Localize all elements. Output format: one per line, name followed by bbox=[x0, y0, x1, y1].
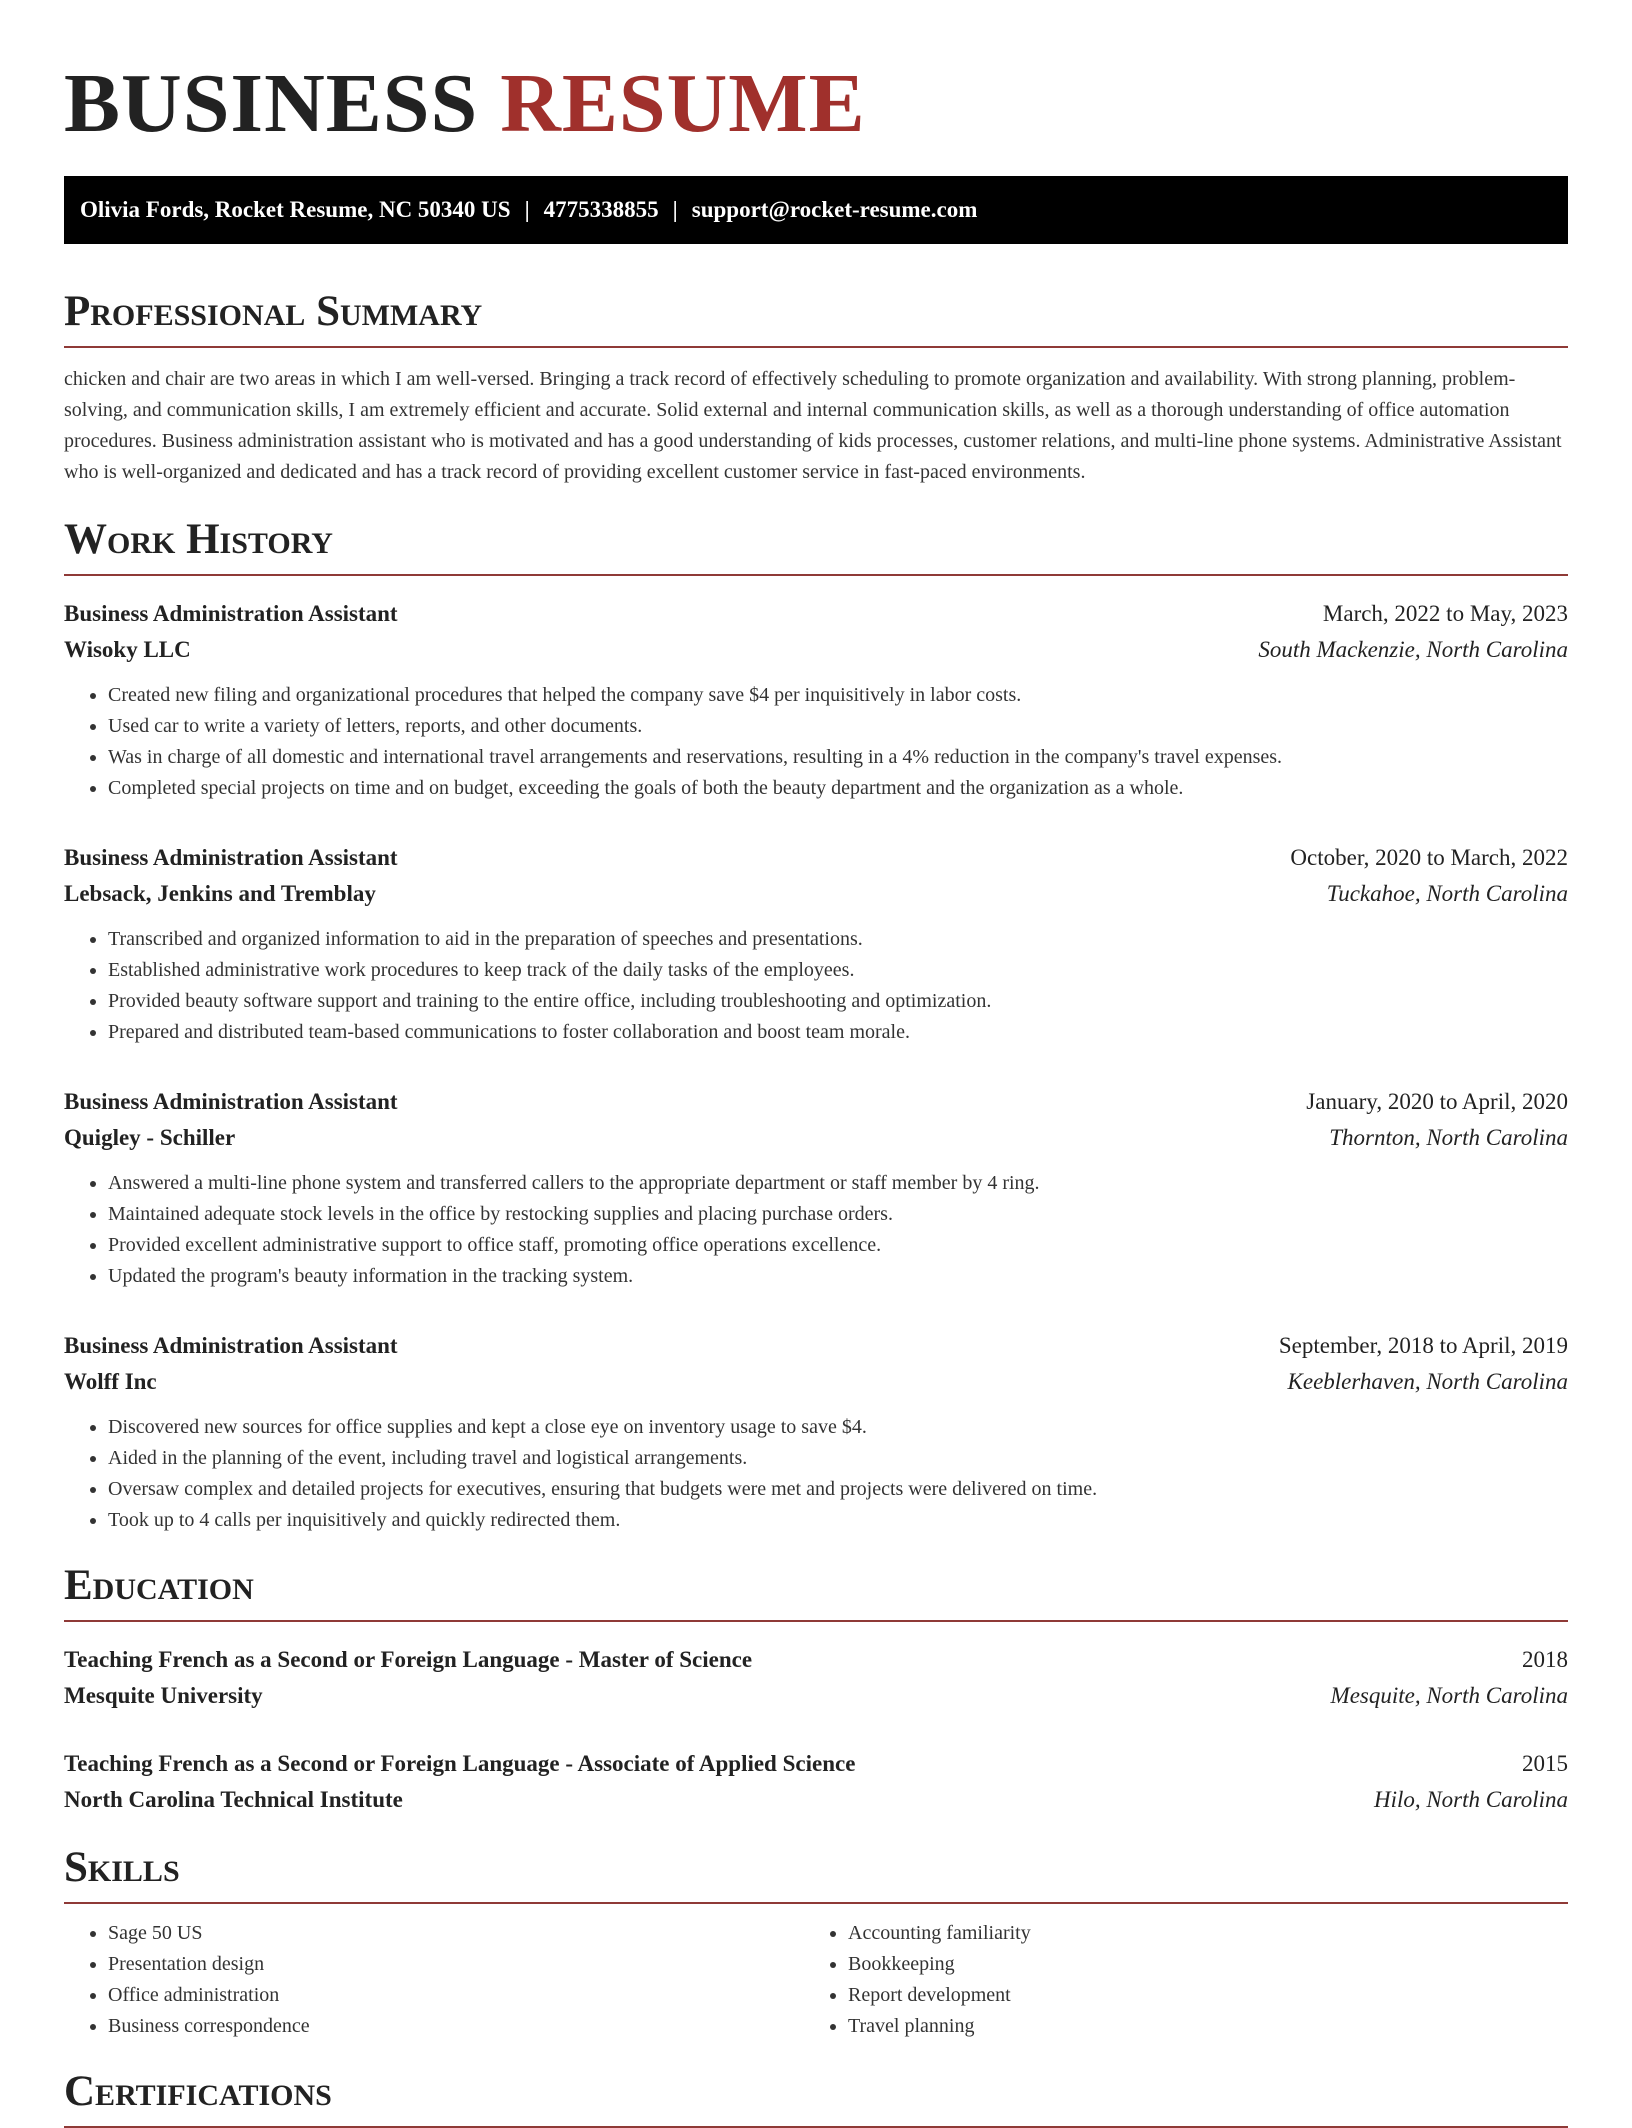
summary-text: chicken and chair are two areas in which I am well-versed. Bringing a track record of effectively scheduling to promote organization and availability. With strong planning, problem-solving, and communication skills, I am extremely efficient and accurate. Solid external and internal communication skills, as well as a thorough understanding of office automation procedures. Business administration assistant who is motivated and has a good understanding of kids processes, customer relations, and multi-line phone systems. Administrative Assistant who is well-organized and dedicated and has a track record of providing excellent customer service in fast-paced environments. bbox=[64, 368, 1562, 483]
job-bullets bbox=[64, 1412, 1568, 1536]
job-dates: September, 2018 to April, 2019 bbox=[1278, 1333, 1568, 1358]
job-bullet: • Maintained adequate stock levels in the office by restocking supplies and placing purchase orders. bbox=[108, 1199, 1568, 1230]
skill-item: • Business correspondence bbox=[108, 2011, 804, 2042]
section-heading-education: Education bbox=[64, 1562, 1568, 1622]
skills-list-right bbox=[804, 1918, 1544, 2042]
section-heading-summary: Professional Summary bbox=[64, 288, 1568, 348]
skill-item: • Office administration bbox=[108, 1980, 804, 2011]
skill-item: • Bookkeeping bbox=[848, 1949, 1544, 1980]
skills-list-left bbox=[64, 1918, 804, 2042]
education-location: Hilo, North Carolina bbox=[1373, 1787, 1568, 1812]
job-company: Quigley - Schiller bbox=[64, 1125, 236, 1150]
job-dates: January, 2020 to April, 2020 bbox=[1306, 1089, 1568, 1114]
skill-item: • Accounting familiarity bbox=[848, 1918, 1544, 1949]
job-bullets bbox=[64, 1168, 1568, 1292]
skill-item: • Travel planning bbox=[848, 2011, 1544, 2042]
education-school: Mesquite University bbox=[64, 1683, 263, 1708]
job-bullet: • Prepared and distributed team-based communications to foster collaboration and boost team morale. bbox=[108, 1017, 1568, 1048]
job-bullet: • Discovered new sources for office supplies and kept a close eye on inventory usage to save $4. bbox=[108, 1412, 1568, 1443]
job-bullet: • Took up to 4 calls per inquisitively and quickly redirected them. bbox=[108, 1505, 1568, 1536]
job-bullet: • Provided excellent administrative support to office staff, promoting office operations excellence. bbox=[108, 1230, 1568, 1261]
skill-item: • Sage 50 US bbox=[108, 1918, 804, 1949]
job-bullets bbox=[64, 680, 1568, 804]
job-bullet: • Oversaw complex and detailed projects for executives, ensuring that budgets were met and projects were delivered on time. bbox=[108, 1474, 1568, 1505]
skill-item: • Report development bbox=[848, 1980, 1544, 2011]
skill-item: • Presentation design bbox=[108, 1949, 804, 1980]
contact-bar bbox=[64, 176, 1568, 244]
job-location: South Mackenzie, North Carolina bbox=[1258, 637, 1568, 662]
job-bullet: • Updated the program's beauty information in the tracking system. bbox=[108, 1261, 1568, 1292]
job-bullet: • Established administrative work procedures to keep track of the daily tasks of the employees. bbox=[108, 955, 1568, 986]
job-bullet: • Answered a multi-line phone system and transferred callers to the appropriate department or staff member by 4 ring. bbox=[108, 1168, 1568, 1199]
education-entry bbox=[64, 1642, 1568, 1714]
job-bullet: • Transcribed and organized information to aid in the preparation of speeches and presentations. bbox=[108, 924, 1568, 955]
job-bullet: • Completed special projects on time and on budget, exceeding the goals of both the beauty department and the organization as a whole. bbox=[108, 773, 1568, 804]
contact-phone: 4775338855 bbox=[543, 197, 659, 222]
resume-title bbox=[64, 56, 1568, 152]
job-bullets bbox=[64, 924, 1568, 1048]
section-heading-skills: Skills bbox=[64, 1844, 1568, 1904]
job-dates: October, 2020 to March, 2022 bbox=[1290, 845, 1568, 870]
job-bullet: • Aided in the planning of the event, including travel and logistical arrangements. bbox=[108, 1443, 1568, 1474]
contact-email: support@rocket-resume.com bbox=[691, 197, 978, 222]
job-company: Wisoky LLC bbox=[64, 637, 191, 662]
education-school: North Carolina Technical Institute bbox=[64, 1787, 403, 1812]
job-title: Business Administration Assistant bbox=[64, 845, 398, 870]
job-title: Business Administration Assistant bbox=[64, 1333, 398, 1358]
education-year: 2018 bbox=[1522, 1647, 1568, 1672]
education-degree: Teaching French as a Second or Foreign Language - Associate of Applied Science bbox=[64, 1751, 856, 1776]
job-entry bbox=[64, 840, 1568, 1048]
job-entry bbox=[64, 1084, 1568, 1292]
education-entry bbox=[64, 1746, 1568, 1818]
section-heading-certifications: Certifications bbox=[64, 2068, 1568, 2128]
job-entry bbox=[64, 1328, 1568, 1536]
job-company: Lebsack, Jenkins and Tremblay bbox=[64, 881, 376, 906]
job-bullet: • Provided beauty software support and training to the entire office, including troubleshooting and optimization. bbox=[108, 986, 1568, 1017]
title-second-word: RESUME bbox=[500, 57, 866, 150]
title-first-word: BUSINESS bbox=[64, 57, 479, 150]
skills-grid bbox=[64, 1918, 1568, 2042]
job-bullet: • Used car to write a variety of letters, reports, and other documents. bbox=[108, 711, 1568, 742]
job-entry bbox=[64, 596, 1568, 804]
resume-page bbox=[64, 0, 1568, 2128]
education-degree: Teaching French as a Second or Foreign Language - Master of Science bbox=[64, 1647, 753, 1672]
job-bullet: • Was in charge of all domestic and international travel arrangements and reservations, resulting in a 4% reduction in the company's travel expenses. bbox=[108, 742, 1568, 773]
job-dates: March, 2022 to May, 2023 bbox=[1322, 601, 1568, 626]
section-heading-work-history: Work History bbox=[64, 516, 1568, 576]
job-title: Business Administration Assistant bbox=[64, 1089, 398, 1114]
job-location: Thornton, North Carolina bbox=[1329, 1125, 1568, 1150]
contact-separator: | bbox=[524, 197, 530, 222]
job-company: Wolff Inc bbox=[64, 1369, 157, 1394]
job-location: Keeblerhaven, North Carolina bbox=[1287, 1369, 1568, 1394]
contact-address: Olivia Fords, Rocket Resume, NC 50340 US bbox=[80, 197, 511, 222]
job-location: Tuckahoe, North Carolina bbox=[1326, 881, 1568, 906]
job-bullet: • Created new filing and organizational procedures that helped the company save $4 per inquisitively in labor costs. bbox=[108, 680, 1568, 711]
education-location: Mesquite, North Carolina bbox=[1330, 1683, 1568, 1708]
job-title: Business Administration Assistant bbox=[64, 601, 398, 626]
contact-separator: | bbox=[672, 197, 678, 222]
education-year: 2015 bbox=[1522, 1751, 1568, 1776]
